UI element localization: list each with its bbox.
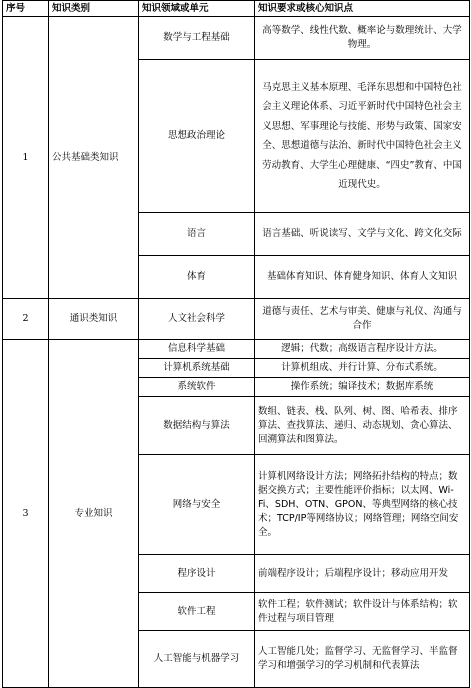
area-cell: 人文社会科学 xyxy=(139,299,255,340)
knowledge-cell: 数组、链表、栈、队列、树、图、哈希表、排序算法、查找算法、递归、动态规划、贪心算法、回溯算法和图算法。 xyxy=(255,397,470,455)
seq-cell: 1 xyxy=(3,17,49,299)
knowledge-cell: 逻辑；代数；高级语言程序设计方法。 xyxy=(255,340,470,359)
knowledge-cell: 操作系统；编译技术；数据库系统 xyxy=(255,378,470,397)
knowledge-cell: 道德与责任、艺术与审美、健康与礼仪、沟通与合作 xyxy=(255,299,470,340)
area-cell: 语言 xyxy=(139,213,255,256)
knowledge-cell: 语言基础、听说读写、文学与文化、跨文化交际 xyxy=(255,213,470,256)
area-cell: 体育 xyxy=(139,256,255,299)
category-cell: 专业知识 xyxy=(49,340,139,688)
area-cell: 计算机系统基础 xyxy=(139,359,255,378)
area-cell: 程序设计 xyxy=(139,555,255,593)
category-cell: 通识类知识 xyxy=(49,299,139,340)
header-seq: 序号 xyxy=(3,1,49,17)
category-cell: 公共基础类知识 xyxy=(49,17,139,299)
header-knowledge: 知识要求或核心知识点 xyxy=(255,1,470,17)
table-row xyxy=(3,17,470,60)
knowledge-cell: 计算机组成、并行计算、分布式系统。 xyxy=(255,359,470,378)
area-cell: 思想政治理论 xyxy=(139,60,255,213)
table-row xyxy=(3,299,470,340)
seq-cell: 2 xyxy=(3,299,49,340)
area-cell: 网络与安全 xyxy=(139,455,255,555)
knowledge-cell: 基础体育知识、体育健身知识、体育人文知识 xyxy=(255,256,470,299)
area-cell: 软件工程 xyxy=(139,593,255,631)
knowledge-cell: 马克思主义基本原理、毛泽东思想和中国特色社会主义理论体系、习近平新时代中国特色社会主义思想、军事理论与技能、形势与政策、国家安全、思想道德与法治、新时代中国特色社会主义劳动教育、大学生心理健康、“四史”教育、中国近现代史。 xyxy=(255,60,470,213)
header-row xyxy=(3,1,470,17)
table-row xyxy=(3,340,470,359)
knowledge-cell: 软件工程；软件测试；软件设计与体系结构；软件过程与项目管理 xyxy=(255,593,470,631)
seq-cell: 3 xyxy=(3,340,49,688)
header-area: 知识领域或单元 xyxy=(139,1,255,17)
header-category: 知识类别 xyxy=(49,1,139,17)
area-cell: 系统软件 xyxy=(139,378,255,397)
area-cell: 人工智能与机器学习 xyxy=(139,631,255,688)
knowledge-table xyxy=(2,0,470,688)
area-cell: 数据结构与算法 xyxy=(139,397,255,455)
knowledge-cell: 高等数学、线性代数、概率论与数理统计、大学物理。 xyxy=(255,17,470,60)
knowledge-cell: 计算机网络设计方法；网络拓扑结构的特点；数据交换方式；主要性能评价指标；以太网、Wi-Fi、SDH、OTN、GPON、等典型网络的核心技术；TCP/IP等网络协议；网络管理；网络空间安全。 xyxy=(255,455,470,555)
knowledge-cell: 前端程序设计；后端程序设计；移动应用开发 xyxy=(255,555,470,593)
area-cell: 数学与工程基础 xyxy=(139,17,255,60)
area-cell: 信息科学基础 xyxy=(139,340,255,359)
knowledge-cell: 人工智能几处；监督学习、无监督学习、半监督学习和增强学习的学习机制和代表算法 xyxy=(255,631,470,688)
